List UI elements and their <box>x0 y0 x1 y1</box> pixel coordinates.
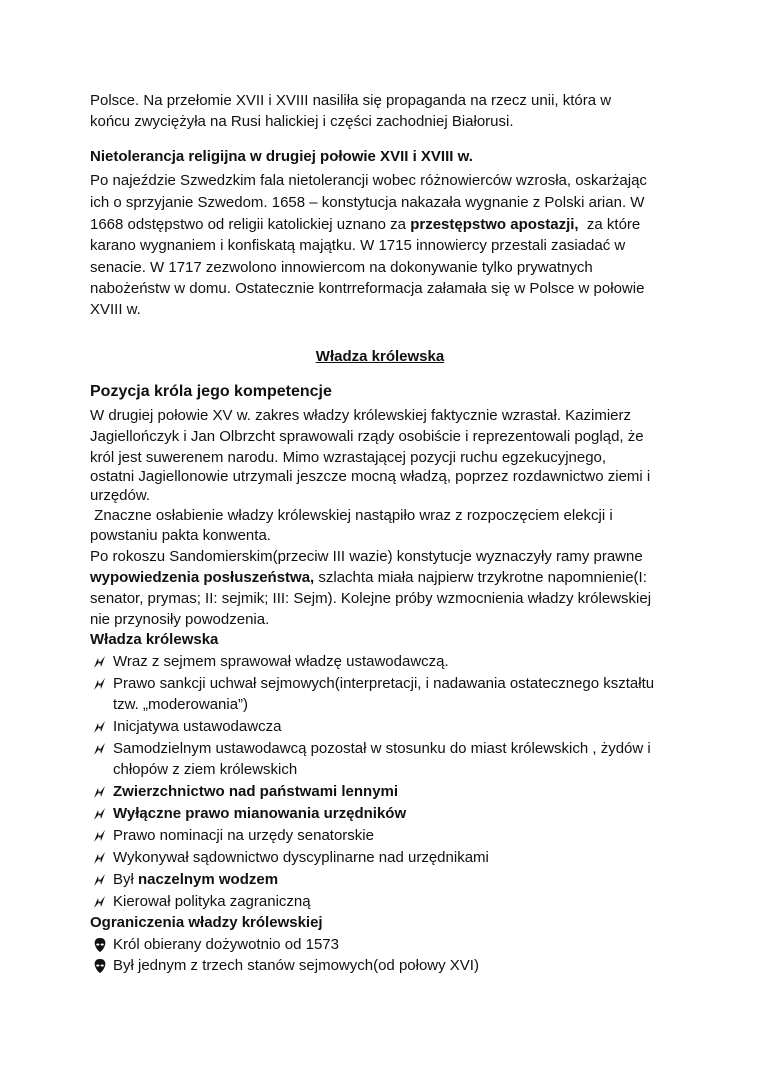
list-item: Król obierany dożywotnio od 1573 <box>113 936 339 953</box>
text-line: ostatni Jagiellonowie utrzymali jeszcze mocną władzą, poprzez rozdawnictwo ziemi i <box>90 468 651 485</box>
lightning-bolt-icon <box>92 719 108 735</box>
list-item <box>113 827 374 845</box>
list-item <box>113 783 398 801</box>
lightning-bolt-icon <box>92 806 108 822</box>
text-line: senator, prymas; II: sejmik; III: Sejm). Kolejne próby wzmocnienia władzy królewskiej <box>90 590 652 607</box>
list-item-text: Wykonywał sądownictwo dyscyplinarne nad urzędnikami <box>113 849 489 866</box>
text: szlachta miała najpierw trzykrotne napomnienie(I: <box>314 569 647 586</box>
list-item-text: Wyłączne prawo mianowania urzędników <box>113 805 407 822</box>
list-item-text: Zwierzchnictwo nad państwami lennymi <box>113 783 399 800</box>
list-item <box>113 893 311 911</box>
list-item-text: Kierował polityka zagraniczną <box>113 893 311 910</box>
lightning-bolt-icon <box>92 741 108 757</box>
list-item-text: Wraz z sejmem sprawował władzę ustawodawczą. <box>113 653 449 670</box>
text-line: król jest suwerenem narodu. Mimo wzrastającej pozycji ruchu egzekucyjnego, <box>90 449 607 466</box>
text-line <box>90 216 640 234</box>
text: 1668 odstępstwo od religii katolickiej uznano za <box>90 216 411 233</box>
list-item: Był jednym z trzech stanów sejmowych(od połowy XVI) <box>113 957 479 974</box>
list-item <box>113 740 651 758</box>
lightning-bolt-icon <box>92 676 108 692</box>
section-title: Władza królewska <box>315 348 445 365</box>
section-heading: Pozycja króla jego kompetencje <box>90 383 332 400</box>
text-line: Po najeździe Szwedzkim fala nietolerancji wobec różnowierców wzrosła, oskarżając <box>90 172 647 189</box>
lightning-bolt-icon <box>92 850 108 866</box>
text-line: XVIII w. <box>90 301 141 318</box>
list-item-text: Był <box>113 871 139 888</box>
text: za które <box>578 216 641 233</box>
text-line: Jagiellończyk i Jan Olbrzcht sprawowali rządy osobiście i reprezentowali pogląd, że <box>90 428 644 445</box>
alien-head-icon <box>92 937 108 953</box>
text-line: urzędów. <box>90 487 151 504</box>
text-line: powstaniu pakta konwenta. <box>90 527 271 544</box>
text-line: Znaczne osłabienie władzy królewskiej nastąpiło wraz z rozpoczęciem elekcji i <box>90 507 613 524</box>
section-heading: Nietolerancja religijna w drugiej połowie XVII i XVIII w. <box>90 148 473 165</box>
list-item-text: naczelnym wodzem <box>138 871 279 888</box>
list-item <box>113 805 406 823</box>
list-item-text: Samodzielnym ustawodawcą pozostał w stosunku do miast królewskich , żydów i <box>113 740 651 757</box>
lightning-bolt-icon <box>92 894 108 910</box>
list-item <box>113 718 281 736</box>
text-line: Polsce. Na przełomie XVII i XVIII nasiliła się propaganda na rzecz unii, która w <box>90 92 612 109</box>
list-item <box>113 696 248 714</box>
list-item <box>113 675 654 693</box>
bold-text: przestępstwo apostazji, <box>410 216 579 233</box>
list-item-text: Inicjatywa ustawodawcza <box>113 718 282 735</box>
list-item-text: Prawo sankcji uchwał sejmowych(interpretacji, i nadawania ostatecznego kształtu <box>113 675 655 692</box>
lightning-bolt-icon <box>92 872 108 888</box>
list-item-text: chłopów z ziem królewskich <box>113 761 298 778</box>
text-line <box>90 569 647 587</box>
list-heading: Ograniczenia władzy królewskiej <box>90 914 323 931</box>
text-line: nabożeństw w domu. Ostatecznie kontrreformacja załamała się w Polsce w połowie <box>90 280 645 297</box>
text-line: ich o sprzyjanie Szwedom. 1658 – konstytucja nakazała wygnanie z Polski arian. W <box>90 194 645 211</box>
text-line: Po rokoszu Sandomierskim(przeciw III wazie) konstytucje wyznaczyły ramy prawne <box>90 548 643 565</box>
text-line: nie przynosiły powodzenia. <box>90 611 270 628</box>
lightning-bolt-icon <box>92 784 108 800</box>
list-item-text: tzw. „moderowania”) <box>113 696 249 713</box>
text-line: senacie. W 1717 zezwolono innowiercom na dokonywanie tylko prywatnych <box>90 259 593 276</box>
text-line: karano wygnaniem i konfiskatą majątku. W 1715 innowiercy przestali zasiadać w <box>90 237 626 254</box>
list-heading: Władza królewska <box>90 631 219 648</box>
list-item <box>113 849 489 867</box>
list-item-text: Prawo nominacji na urzędy senatorskie <box>113 827 374 844</box>
alien-head-icon <box>92 958 108 974</box>
bold-text: wypowiedzenia posłuszeństwa, <box>90 569 315 586</box>
text-line: końcu zwyciężyła na Rusi halickiej i części zachodniej Białorusi. <box>90 113 514 130</box>
list-item <box>113 653 449 671</box>
list-item <box>113 761 297 779</box>
text-line: W drugiej połowie XV w. zakres władzy królewskiej faktycznie wzrastał. Kazimierz <box>90 407 632 424</box>
lightning-bolt-icon <box>92 828 108 844</box>
list-item <box>113 871 278 889</box>
lightning-bolt-icon <box>92 654 108 670</box>
